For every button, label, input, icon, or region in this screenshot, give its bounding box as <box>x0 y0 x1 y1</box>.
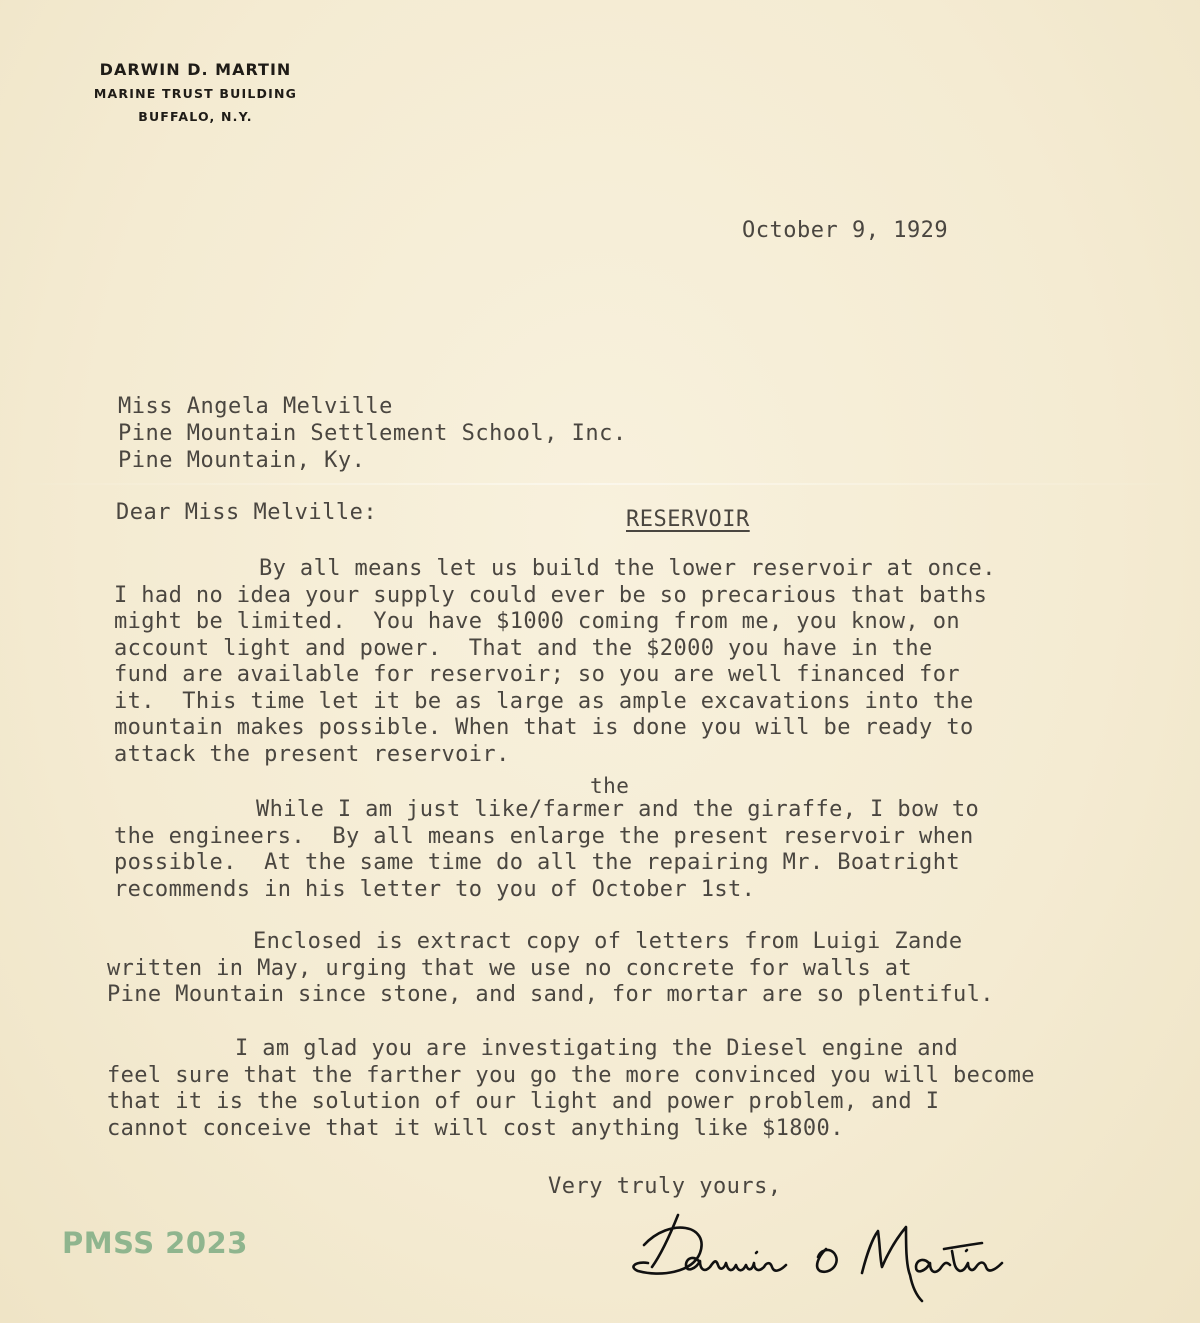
paragraph-line: I had no idea your supply could ever be so precarious that baths <box>114 582 988 608</box>
paragraph-4 <box>107 1036 1035 1142</box>
paragraph-line: attack the present reservoir. <box>114 741 510 767</box>
paragraph-line: it. This time let it be as large as ample excavations into the <box>114 688 974 714</box>
paragraph-line: feel sure that the farther you go the more convinced you will become <box>107 1062 1035 1088</box>
archive-stamp: PMSS 2023 <box>62 1226 248 1260</box>
paragraph-line: mountain makes possible. When that is done you will be ready to <box>114 715 974 740</box>
letterhead-building: MARINE TRUST BUILDING <box>93 86 298 101</box>
letterhead-name: DARWIN D. MARTIN <box>99 60 292 79</box>
letter-date: October 9, 1929 <box>742 218 949 243</box>
salutation: Dear Miss Melville: <box>116 500 378 525</box>
paragraph-line: fund are available for reservoir; so you are well financed for <box>114 662 960 687</box>
paragraph-line: Enclosed is extract copy of letters from Luigi Zande <box>253 929 963 954</box>
letterhead <box>78 58 313 128</box>
paragraph-line: written in May, urging that we use no concrete for walls at <box>107 955 913 981</box>
paragraph-line: By all means let us build the lower reservoir at once. <box>259 556 996 581</box>
paragraph-line: Pine Mountain since stone, and sand, for mortar are so plentiful. <box>107 982 994 1007</box>
subject-line: RESERVOIR <box>626 507 750 532</box>
letterhead-city: BUFFALO, N.Y. <box>138 109 253 124</box>
paragraph-line: the engineers. By all means enlarge the present reservoir when <box>114 823 974 849</box>
paragraph-line: While I am just like/farmer and the giraffe, I bow to <box>256 797 980 822</box>
recipient-name: Miss Angela Melville <box>118 394 393 419</box>
paragraph-line: account light and power. That and the $2000 you have in the <box>114 635 933 661</box>
paragraph-1 <box>114 556 996 768</box>
recipient-address <box>118 393 627 474</box>
recipient-location: Pine Mountain, Ky. <box>118 448 366 473</box>
interlinear-insertion: the <box>590 774 630 798</box>
paragraph-line: recommends in his letter to you of October 1st. <box>114 876 756 902</box>
paragraph-line: that it is the solution of our light and power problem, and I <box>107 1089 940 1114</box>
paragraph-line: I am glad you are investigating the Diesel engine and <box>235 1036 959 1061</box>
closing: Very truly yours, <box>548 1174 782 1199</box>
handwritten-signature <box>630 1205 1150 1310</box>
paragraph-2 <box>114 797 979 903</box>
paper-fold-line <box>0 483 1200 485</box>
paragraph-line: might be limited. You have $1000 coming from me, you know, on <box>114 609 960 634</box>
paragraph-3 <box>107 929 994 1009</box>
recipient-organization: Pine Mountain Settlement School, Inc. <box>118 421 627 446</box>
paragraph-line: possible. At the same time do all the repairing Mr. Boatright <box>114 850 960 875</box>
paragraph-line: cannot conceive that it will cost anything like $1800. <box>107 1115 844 1141</box>
